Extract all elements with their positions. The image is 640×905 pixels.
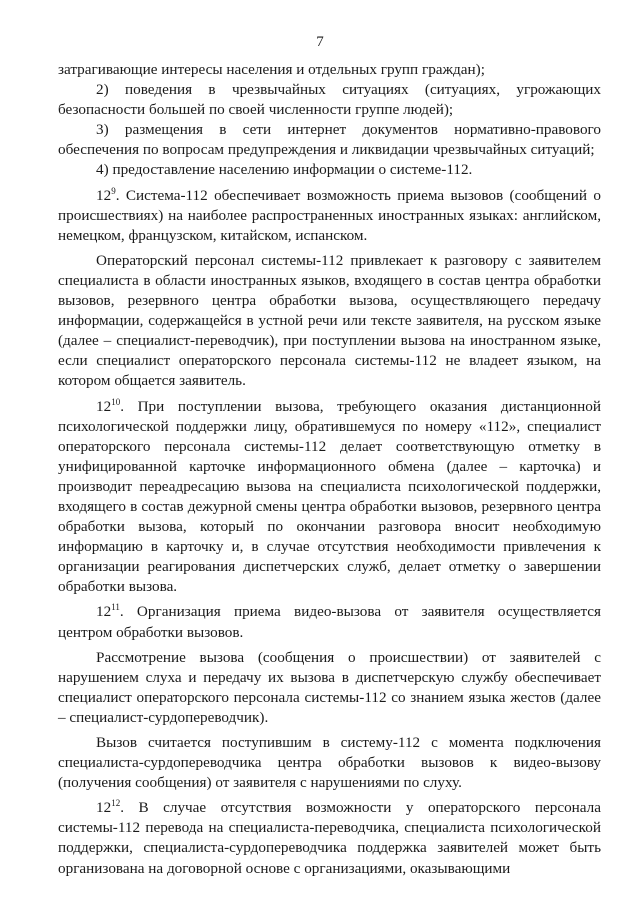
clause-text: . При поступлении вызова, требующего оказания дистанционной психологической поддержки лицу, обратившемуся по номеру «112», специалист операторского персонала системы-112 делает соответствующую отметку в унифицированной карточке информационного обмена (далее – карточка) и производит переадресацию вызова на специалиста психологической поддержки, входящего в состав дежурной смены центра обработки вызовов, резервного центра обработки вызова, который по окончании разговора вносит необходимую информацию в карточку и, в случае отсутствия необходимости привлечения к организации реагирования диспетчерских служб, делает отметку о завершении обработки вызова.	[58, 397, 601, 596]
clause-number: 12	[96, 799, 112, 817]
clause-12-9	[58, 186, 601, 246]
document-body	[58, 60, 601, 879]
paragraph: Рассмотрение вызова (сообщения о происшествии) от заявителей с нарушением слуха и передачу их вызова в диспетчерскую службу обеспечивает специалист операторского персонала системы-112 со знанием языка жестов (далее – специалист-сурдопереводчик).	[58, 648, 601, 726]
clause-text: . Система-112 обеспечивает возможность приема вызовов (сообщений о происшествиях) на наиболее распространенных иностранных языках: английском, немецком, французском, китайском, испанском.	[58, 186, 601, 244]
clause-12-10	[58, 397, 601, 598]
clause-superscript: 10	[111, 396, 121, 407]
paragraph: затрагивающие интересы населения и отдельных групп граждан);	[58, 61, 485, 78]
clause-text: . В случае отсутствия возможности у операторского персонала системы-112 перевода на специалиста-переводчика, специалиста психологической поддержки, специалиста-сурдопереводчика поддержка заявителей может быть организована на договорной основе с организациями, оказывающими	[58, 799, 601, 877]
clause-number: 12	[96, 603, 112, 621]
clause-12-11	[58, 602, 601, 642]
clause-number: 12	[96, 186, 112, 204]
clause-12-12	[58, 798, 601, 878]
clause-superscript: 12	[111, 798, 121, 809]
paragraph: 4) предоставление населению информации о системе-112.	[96, 161, 473, 179]
page-number: 7	[316, 34, 324, 50]
paragraph: 2) поведения в чрезвычайных ситуациях (ситуациях, угрожающих безопасности большей по своей численности группе людей);	[58, 81, 601, 119]
paragraph: Операторский персонал системы-112 привлекает к разговору с заявителем специалиста в области иностранных языков, входящего в состав центра обработки вызовов, резервного центра обработки вызова, осуществляющего передачу информации, содержащейся в устной речи или тексте заявителя, на русском языке (далее – специалист-переводчик), при поступлении вызова на иностранном языке, если специалист операторского персонала системы-112 не владеет языком, на котором общается заявитель.	[58, 251, 601, 390]
clause-text: . Организация приема видео-вызова от заявителя осуществляется центром обработки вызовов.	[58, 603, 601, 641]
clause-superscript: 9	[111, 185, 116, 196]
clause-number: 12	[96, 397, 112, 415]
paragraph: Вызов считается поступившим в систему-112 с момента подключения специалиста-сурдопереводчика центра обработки вызовов к видео-вызову (получения сообщения) от заявителя с нарушениями по слуху.	[58, 734, 601, 792]
paragraph: 3) размещения в сети интернет документов нормативно-правового обеспечения по вопросам предупреждения и ликвидации чрезвычайных ситуаций;	[58, 121, 601, 159]
clause-superscript: 11	[111, 602, 120, 613]
